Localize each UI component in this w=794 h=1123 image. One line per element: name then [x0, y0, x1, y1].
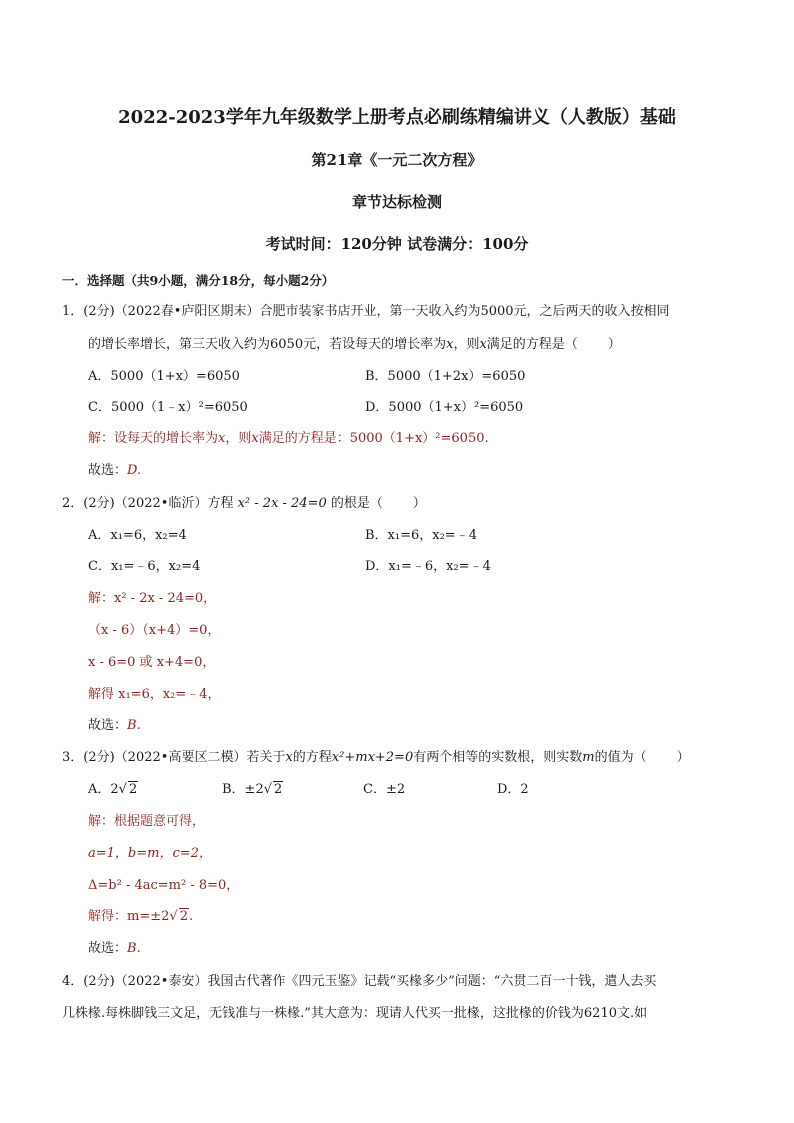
- q2-option-b: B．x₁=6，x₂=﹣4: [365, 528, 477, 543]
- q4-stem-line1: 4．(2分)（2022•泰安）我国古代著作《四元玉鉴》记载“买椽多少”问题：“六贯二百一十钱，遣人去买: [62, 974, 657, 989]
- q3-solution-2: a=1，b=m，c=2，: [88, 846, 212, 861]
- q2-stem: 2．(2分)（2022•临沂）方程 x² - 2x - 24=0 的根是（ ）: [62, 496, 426, 511]
- q1-solution: 解：设每天的增长率为x，则x满足的方程是：5000（1+x）²=6050.: [88, 431, 489, 446]
- q4-stem-line2: 几株椽.每株脚钱三文足，无钱准与一株椽.”其大意为：现请人代买一批椽，这批椽的价钱为6210文.如: [62, 1006, 648, 1021]
- q2-solution-3: x - 6=0 或 x+4=0，: [88, 655, 216, 670]
- q2-option-c: C．x₁=﹣6，x₂=4: [88, 559, 201, 574]
- q2-option-d: D．x₁=﹣6，x₂=﹣4: [365, 559, 491, 574]
- q3-option-c: C．±2: [363, 782, 406, 797]
- q2-answer: 故选：B.: [88, 718, 141, 733]
- chapter-title: 第21章《一元二次方程》: [311, 151, 483, 169]
- exam-info: 考试时间：120分钟 试卷满分：100分: [265, 235, 529, 253]
- q2-solution-4: 解得 x₁=6，x₂=﹣4，: [88, 687, 221, 702]
- section-heading: 一．选择题（共9小题，满分18分，每小题2分）: [62, 273, 335, 288]
- q2-solution-2: （x - 6）（x+4）=0，: [88, 623, 221, 638]
- q2-option-a: A．x₁=6，x₂=4: [88, 528, 187, 543]
- q1-option-c: C．5000（1﹣x）²=6050: [88, 400, 248, 415]
- q1-option-b: B．5000（1+2x）=6050: [365, 369, 526, 384]
- q3-option-d: D．2: [497, 782, 529, 797]
- q3-solution-4: 解得：m=±2√ 2.: [88, 909, 194, 924]
- document-title: 2022-2023学年九年级数学上册考点必刷练精编讲义（人教版）基础: [118, 107, 676, 128]
- q3-stem: 3．(2分)（2022•高要区二模）若关于x的方程x²+mx+2=0有两个相等的实数根，则实数m的值为（ ）: [62, 750, 690, 765]
- q1-answer: 故选：D.: [88, 463, 142, 478]
- q1-stem-line2: 的增长率增长，第三天收入约为6050元，若设每天的增长率为x，则x满足的方程是（ ）: [88, 337, 621, 352]
- q3-answer: 故选：B.: [88, 941, 141, 956]
- q3-option-b: B．±2√ 2: [222, 782, 283, 797]
- q3-solution-1: 解：根据题意可得，: [88, 814, 206, 829]
- q1-stem-line1: 1．(2分)（2022春•庐阳区期末）合肥市装家书店开业，第一天收入约为5000元，之后两天的收入按相同: [62, 304, 670, 319]
- q2-solution-1: 解：x² - 2x - 24=0，: [88, 591, 217, 606]
- q3-solution-3: Δ=b² - 4ac=m² - 8=0，: [88, 878, 240, 893]
- q1-option-a: A．5000（1+x）=6050: [88, 369, 240, 384]
- q1-option-d: D．5000（1+x）²=6050: [365, 400, 524, 415]
- q3-option-a: A．2√ 2: [88, 782, 138, 797]
- document-subtitle: 章节达标检测: [351, 193, 442, 211]
